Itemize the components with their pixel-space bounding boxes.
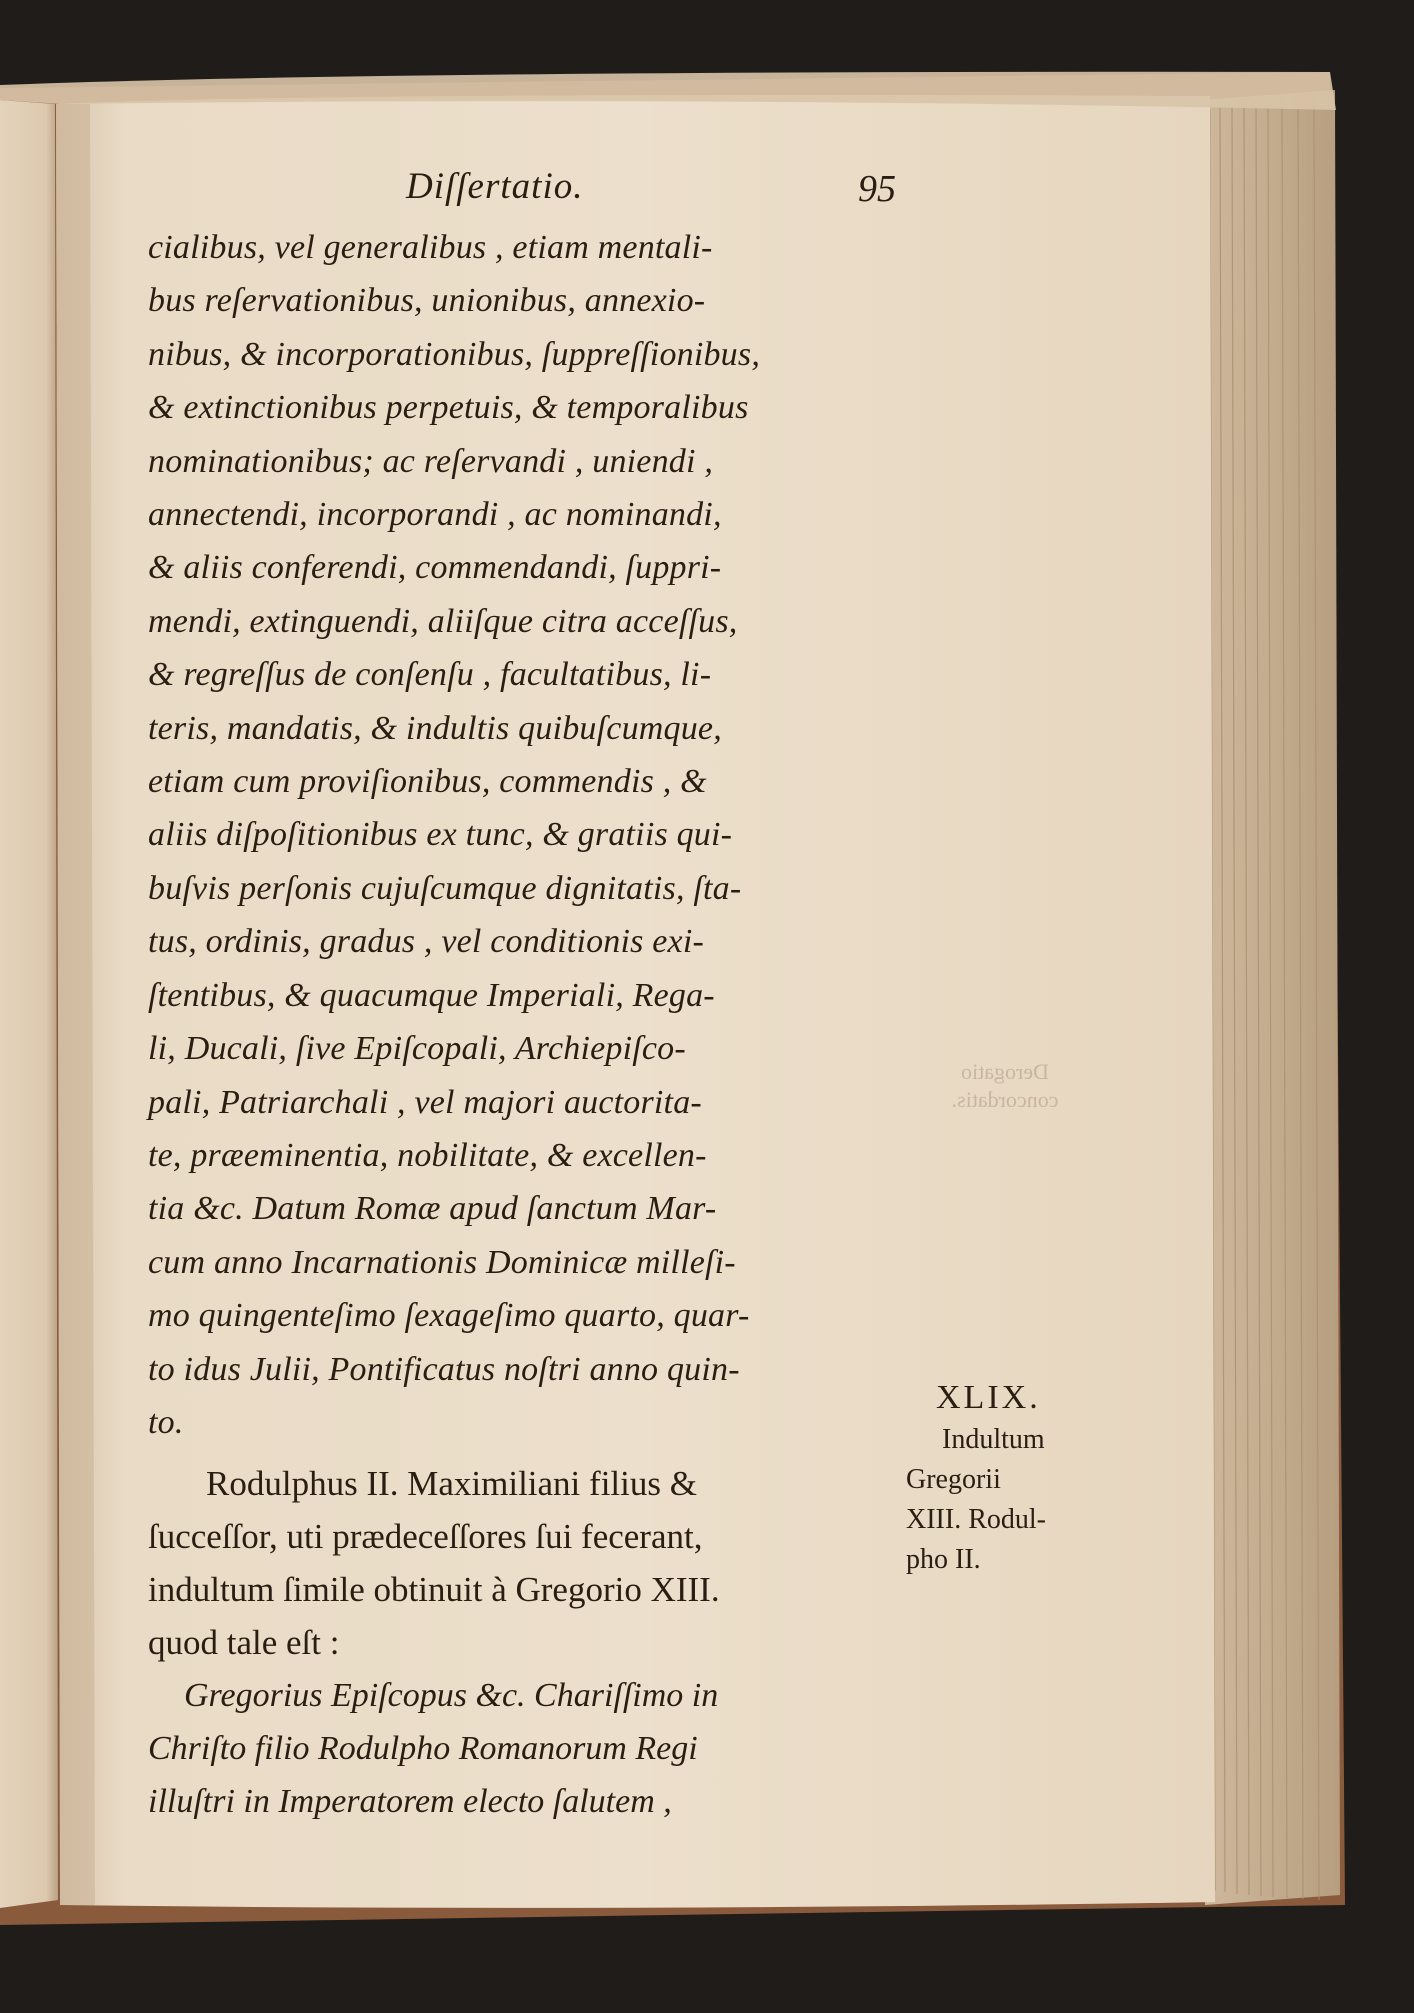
text-line: tia &c. Datum Romæ apud ſanctum Mar- [148,1190,717,1228]
text-line: nibus, & incorporationibus, ſuppreſſionibus, [148,335,761,373]
text-line: & regreſſus de conſenſu , facultatibus, li- [148,656,712,694]
text-line: to idus Julii, Pontificatus noſtri anno quin- [148,1350,740,1388]
text-line: Gregorius Epiſcopus &c. Chariſſimo in [184,1677,719,1715]
text-line: ſtentibus, & quacumque Imperiali, Rega- [148,976,715,1014]
left-page [0,100,58,1908]
show-through-text [925,1058,1085,1114]
italic-paragraph [148,221,900,1449]
text-line: pali, Patriarchali , vel majori auctorita- [148,1083,702,1121]
text-line: teris, mandatis, & indultis quibuſcumque, [148,709,722,747]
text-line: buſvis perſonis cujuſcumque dignitatis, ſta- [148,869,742,907]
margin-note-line: pho II. [906,1544,981,1575]
italic-paragraph-2 [148,1669,900,1828]
page-number: 95 [858,168,896,210]
text-line: illuſtri in Imperatorem electo ſalutem , [148,1783,672,1821]
text-line: mo quingenteſimo ſexageſimo quarto, quar- [148,1297,750,1335]
text-line: te, præeminentia, nobilitate, & excellen- [148,1136,707,1174]
text-line: mendi, extinguendi, aliiſque citra acceſſus, [148,602,738,640]
text-line: nominationibus; ac reſervandi , uniendi , [148,442,714,480]
margin-note-number: XLIX. [936,1379,1041,1416]
show-through-line: concordatis. [951,1087,1059,1112]
margin-note-line: Gregorii [906,1464,1001,1495]
text-line: li, Ducali, ſive Epiſcopali, Archiepiſco- [148,1030,686,1068]
text-line: & extinctionibus perpetuis, & temporalibus [148,389,749,427]
text-line: annectendi, incorporandi , ac nominandi, [148,496,722,534]
text-line: ſucceſſor, uti prædeceſſores ſui fecerant, [148,1517,703,1557]
text-line: bus reſervationibus, unionibus, annexio- [148,282,706,320]
show-through-line: Derogatio [961,1059,1049,1084]
text-line: aliis diſpoſitionibus ex tunc, & gratiis qui- [148,816,733,854]
text-line: cum anno Incarnationis Dominicæ milleſi- [148,1243,736,1281]
text-line: tus, ordinis, gradus , vel conditionis exi- [148,923,705,961]
roman-paragraph [148,1457,900,1669]
text-line: etiam cum proviſionibus, commendis , & [148,763,707,801]
margin-note-line: XIII. Rodul- [906,1504,1046,1535]
margin-note-line: Indultum [942,1424,1045,1455]
text-line: Chriſto filio Rodulpho Romanorum Regi [148,1730,698,1768]
text-line: quod tale eſt : [148,1623,340,1663]
running-head-title: Diſſertatio. [406,166,584,207]
text-line: to. [148,1403,184,1441]
text-line: Rodulphus II. Maximiliani filius & [206,1464,697,1504]
text-line: cialibus, vel generalibus , etiam mentali- [148,229,713,266]
text-line: & aliis conferendi, commendandi, ſuppri- [148,549,722,587]
running-head [148,165,900,221]
margin-note [906,1378,1096,1580]
page-body [148,165,900,1828]
text-line: indultum ſimile obtinuit à Gregorio XIII. [148,1570,720,1610]
